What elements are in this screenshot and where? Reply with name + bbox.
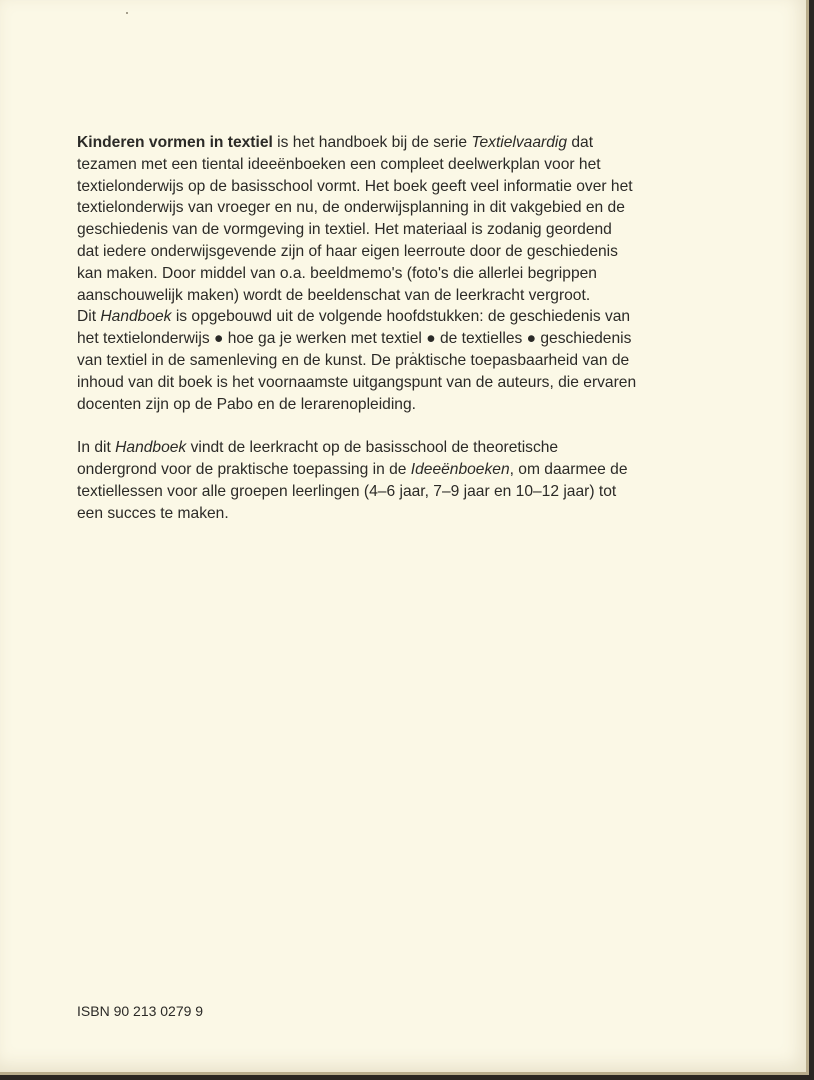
blurb-paragraph-3: In dit Handboek vindt de leerkracht op de basisschool de theoretische ondergrond voor de praktische toepassing in de Ideeënboeken, om daarmee de textiellessen voor alle groepen leerlingen (4–6 jaar, 7–9 jaar en 10–12 jaar) tot een succes te maken. bbox=[77, 439, 628, 522]
blurb-paragraph-1: Kinderen vormen in textiel is het handboek bij de serie Textielvaardig dat tezamen met een tiental ideeënboeken een compleet deelwerkplan voor het textielonderwijs op de basisschool vormt. Het boek geeft veel informatie over het textielonderwijs van vroeger en nu, de onderwijsplanning in dit vakgebied en de geschiedenis van de vormgeving in textiel. Het materiaal is zodanig geordend dat iedere onderwijsgevende zijn of haar eigen leerroute door de geschiedenis kan maken. Door middel van o.a. beeldmemo's (foto's die allerlei begrippen aanschouwelijk maken) wordt de beeldenschat van de leerkracht vergroot. bbox=[77, 134, 633, 304]
paper-speck bbox=[126, 12, 128, 14]
isbn-number: ISBN 90 213 0279 9 bbox=[77, 1003, 204, 1019]
book-title: Kinderen vormen in textiel bbox=[77, 134, 273, 151]
blurb-paragraph-2: Dit Handboek is opgebouwd uit de volgende hoofdstukken: de geschiedenis van het textielonderwijs ● hoe ga je werken met textiel ● de textielles ● geschiedenis van textiel in de samenleving en de kunst. De praktische toepasbaarheid van de inhoud van dit boek is het voornaamste uitgangspunt van de auteurs, die ervaren docenten zijn op de Pabo en de lerarenopleiding. bbox=[77, 308, 637, 413]
series-name: Textielvaardig bbox=[471, 134, 568, 151]
blurb-text bbox=[77, 132, 637, 525]
